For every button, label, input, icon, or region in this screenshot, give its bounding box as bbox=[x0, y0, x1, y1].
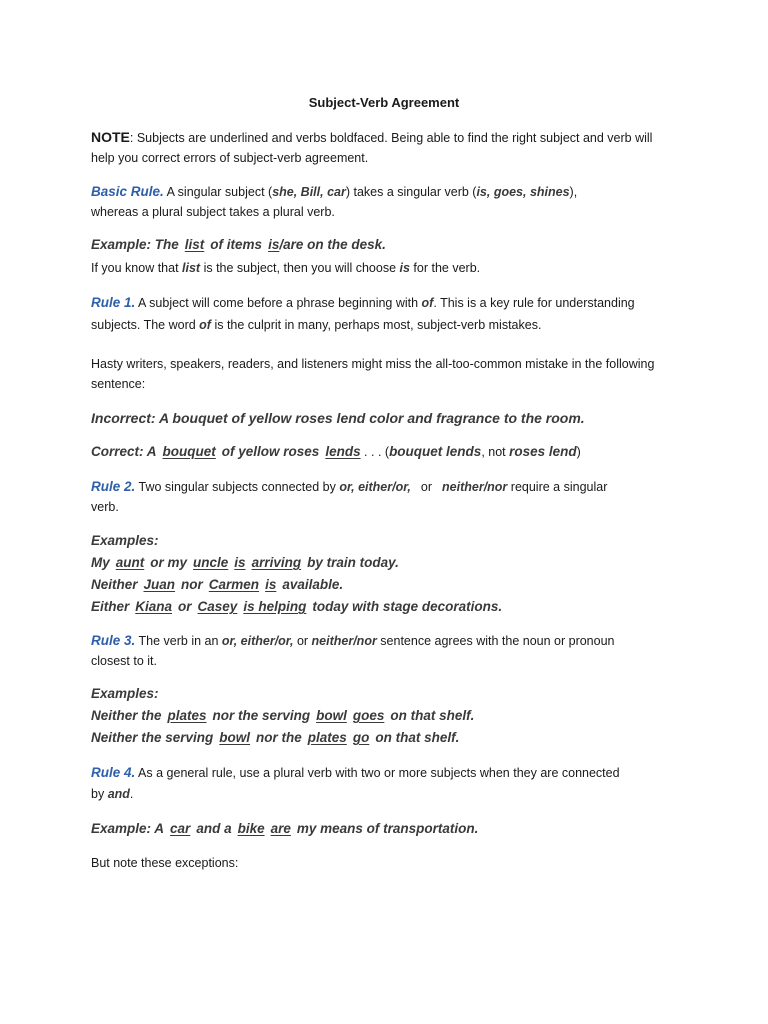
example-1-verb: is bbox=[268, 237, 280, 252]
explanation-text-2: is the subject, then you will choose bbox=[200, 261, 400, 275]
explanation-text-3: for the verb. bbox=[409, 261, 481, 275]
rule-1-of: of bbox=[421, 296, 434, 310]
rule-2-line-1 bbox=[91, 479, 607, 495]
rule-2-line-2: verb. bbox=[91, 500, 119, 514]
basic-rule-subjects: she, Bill, car bbox=[272, 185, 346, 199]
ex-text: or bbox=[178, 599, 192, 614]
correct-text-3: . . . ( bbox=[360, 445, 390, 459]
exceptions-line: But note these exceptions: bbox=[91, 856, 239, 870]
example-2-sentence-3 bbox=[91, 599, 502, 615]
rule-4-label: Rule 4. bbox=[91, 765, 136, 780]
ex-subject: bowl bbox=[219, 730, 251, 745]
ex-text: on that shelf. bbox=[375, 730, 460, 745]
ex-text: or my bbox=[150, 555, 188, 570]
basic-rule-line-1 bbox=[91, 184, 577, 200]
rule-3-text-2: sentence agrees with the noun or pronoun bbox=[376, 634, 615, 648]
incorrect-pair: roses lend bbox=[509, 444, 577, 459]
example-2-sentence-2 bbox=[91, 577, 343, 593]
ex-text: My bbox=[91, 555, 110, 570]
basic-rule-label: Basic Rule. bbox=[91, 184, 164, 199]
basic-rule-text-3: ), bbox=[569, 185, 578, 199]
ex-text: Example: A bbox=[91, 821, 165, 836]
ex-subject: Casey bbox=[197, 599, 238, 614]
page-title: Subject-Verb Agreement bbox=[308, 95, 460, 110]
example-4-sentence bbox=[91, 821, 478, 837]
ex-subject: uncle bbox=[193, 555, 229, 570]
note-label: NOTE bbox=[91, 129, 130, 145]
ex-verb: go bbox=[352, 730, 370, 745]
correct-subject: bouquet bbox=[162, 444, 216, 459]
rule-2-conjunctions: or, either/or, bbox=[339, 480, 411, 494]
ex-verb: is bbox=[265, 577, 277, 592]
ex-text: my means of transportation. bbox=[296, 821, 479, 836]
rule-4-and: and bbox=[107, 787, 130, 801]
basic-rule-text: A singular subject ( bbox=[163, 185, 273, 199]
example-1-text-2: of items bbox=[210, 237, 263, 252]
rule-3-or: or bbox=[293, 634, 312, 648]
rule-1-of-2: of bbox=[199, 318, 211, 332]
rule-1-text: A subject will come before a phrase beginning with bbox=[135, 296, 422, 310]
ex-verb: are bbox=[270, 821, 291, 836]
rule-3-line-1 bbox=[91, 633, 615, 649]
explanation-text: If you know that bbox=[91, 261, 183, 275]
rule-4-text-2: by bbox=[91, 787, 108, 801]
ex-text: nor the bbox=[256, 730, 302, 745]
explanation-subject: list bbox=[182, 261, 201, 275]
basic-rule-verbs: is, goes, shines bbox=[476, 185, 570, 199]
rule-3-neither-nor: neither/nor bbox=[311, 634, 377, 648]
rule-1-text-4: is the culprit in many, perhaps most, subject-verb mistakes. bbox=[210, 318, 542, 332]
rule-4-line-1 bbox=[91, 765, 620, 781]
rule-1-label: Rule 1. bbox=[91, 295, 136, 310]
rule-2-neither-nor: neither/nor bbox=[442, 480, 508, 494]
example-1-sentence bbox=[91, 237, 386, 253]
correct-sentence bbox=[91, 444, 581, 460]
rule-4-period: . bbox=[129, 787, 134, 801]
ex-text: nor the serving bbox=[212, 708, 311, 723]
correct-verb: lends bbox=[325, 444, 361, 459]
basic-rule-line-2: whereas a plural subject takes a plural verb. bbox=[91, 205, 335, 219]
ex-text: Neither bbox=[91, 577, 138, 592]
note-line-1 bbox=[91, 129, 652, 146]
ex-subject: plates bbox=[307, 730, 347, 745]
rule-1-text-2: . This is a key rule for understanding bbox=[433, 296, 635, 310]
example-1-text-3: /are on the desk. bbox=[279, 237, 386, 252]
rule-4-text: As a general rule, use a plural verb with two or more subjects when they are connected bbox=[135, 766, 620, 780]
rule-1-line-2 bbox=[91, 317, 541, 333]
basic-rule-text-2: ) takes a singular verb ( bbox=[345, 185, 477, 199]
ex-subject: bowl bbox=[316, 708, 347, 723]
example-1-text: Example: The bbox=[91, 237, 179, 252]
ex-subject: bike bbox=[237, 821, 265, 836]
rule-4-line-2 bbox=[91, 786, 133, 802]
ex-text: Neither the serving bbox=[91, 730, 214, 745]
ex-verb: goes bbox=[352, 708, 385, 723]
ex-text: and a bbox=[196, 821, 232, 836]
ex-verb: is bbox=[234, 555, 246, 570]
ex-text: available. bbox=[282, 577, 344, 592]
correct-text-2: of yellow roses bbox=[221, 444, 320, 459]
rule-1-line-1 bbox=[91, 295, 635, 311]
ex-subject: aunt bbox=[115, 555, 145, 570]
example-3-sentence-2 bbox=[91, 730, 459, 746]
ex-subject: Juan bbox=[143, 577, 176, 592]
rule-3-conjunctions: or, either/or, bbox=[221, 634, 294, 648]
examples-3-heading: Examples: bbox=[91, 686, 159, 701]
rule-2-or: or bbox=[420, 480, 433, 494]
ex-subject: plates bbox=[167, 708, 207, 723]
ex-text: on that shelf. bbox=[390, 708, 475, 723]
example-1-subject: list bbox=[184, 237, 205, 252]
examples-2-heading: Examples: bbox=[91, 533, 159, 548]
ex-text: nor bbox=[181, 577, 203, 592]
ex-subject: Kiana bbox=[135, 599, 173, 614]
rule-3-line-2: closest to it. bbox=[91, 654, 157, 668]
note-text: : Subjects are underlined and verbs boldfaced. Being able to find the right subject and verb will bbox=[129, 131, 653, 145]
example-3-sentence-1 bbox=[91, 708, 474, 724]
ex-subject: car bbox=[170, 821, 191, 836]
rule-1-text-3: subjects. The word bbox=[91, 318, 200, 332]
correct-pair: bouquet lends bbox=[389, 444, 482, 459]
hasty-line-1: Hasty writers, speakers, readers, and listeners might miss the all-too-common mistake in the following bbox=[91, 357, 655, 371]
ex-text: today with stage decorations. bbox=[312, 599, 503, 614]
rule-3-text: The verb in an bbox=[135, 634, 222, 648]
example-1-explanation bbox=[91, 260, 480, 276]
ex-subject: Carmen bbox=[208, 577, 260, 592]
correct-text-4: , not bbox=[481, 445, 510, 459]
example-2-sentence-1 bbox=[91, 555, 399, 571]
correct-text-5: ) bbox=[576, 445, 581, 459]
correct-text: Correct: A bbox=[91, 444, 157, 459]
rule-3-label: Rule 3. bbox=[91, 633, 136, 648]
rule-2-text-2: require a singular bbox=[507, 480, 608, 494]
explanation-verb: is bbox=[399, 261, 410, 275]
rule-2-text: Two singular subjects connected by bbox=[135, 480, 340, 494]
ex-text: Either bbox=[91, 599, 130, 614]
hasty-line-2: sentence: bbox=[91, 377, 146, 391]
rule-2-label: Rule 2. bbox=[91, 479, 136, 494]
ex-text: by train today. bbox=[307, 555, 399, 570]
ex-verb: is helping bbox=[243, 599, 307, 614]
note-line-2: help you correct errors of subject-verb agreement. bbox=[91, 151, 369, 165]
ex-verb: arriving bbox=[251, 555, 302, 570]
incorrect-sentence: Incorrect: A bouquet of yellow roses lend color and fragrance to the room. bbox=[91, 410, 585, 426]
ex-text: Neither the bbox=[91, 708, 162, 723]
